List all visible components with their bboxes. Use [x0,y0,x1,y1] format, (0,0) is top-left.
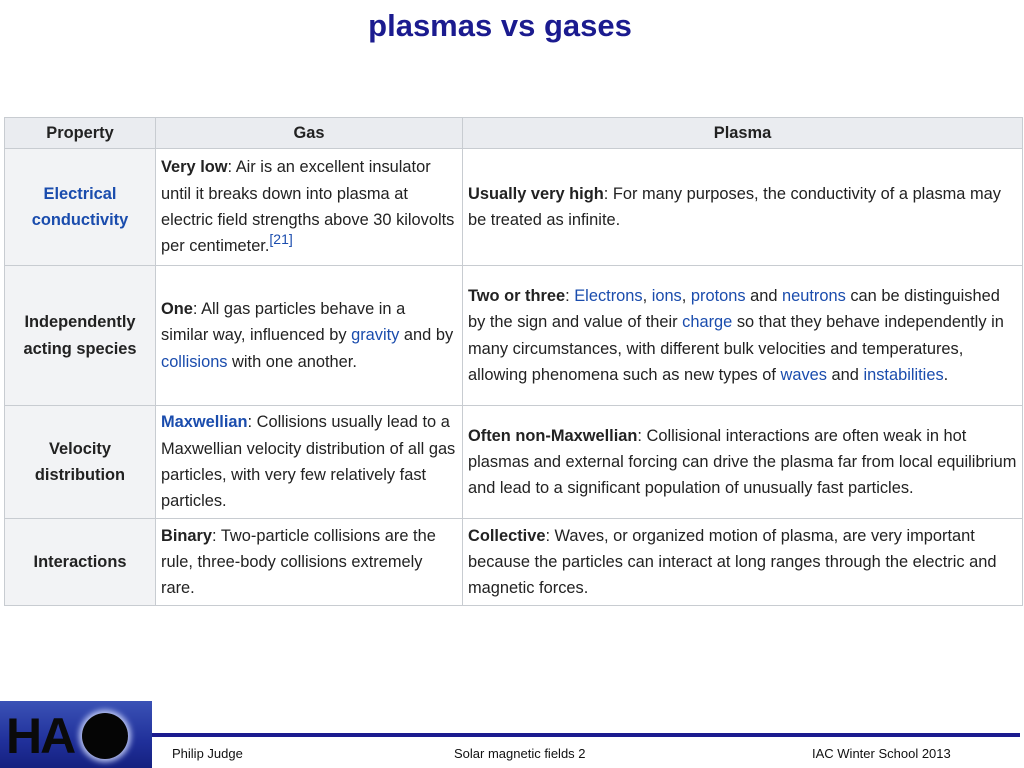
gas-text: : Collisions usually lead to a Maxwellian velocity distribution of all gas particles, with very few relatively fast particles. [161,413,456,511]
plasma-cell [463,149,1023,266]
header-property: Property [5,118,156,149]
link-ions[interactable]: ions [651,286,682,305]
plasma-lead: Often non-Maxwellian [468,426,638,445]
link-neutrons[interactable]: neutrons [782,286,846,305]
gas-text: : Air is an excellent insulator until it breaks down into plasma at electric field strengths above 30 kilovolts per centimeter. [161,158,455,256]
plasma-text: and [745,286,783,305]
plasma-text: so that they behave independently in many circumstances, with different bulk velocities and temperatures, allowing phenomena such as new types of [468,313,1004,384]
gas-lead: One [161,300,193,319]
header-gas: Gas [156,118,463,149]
gas-cell [156,266,463,406]
gas-cell [156,519,463,606]
footer-event: IAC Winter School 2013 [812,746,951,761]
property-cell [5,149,156,266]
plasma-cell [463,406,1023,519]
hao-logo [0,701,152,768]
plasma-cell [463,519,1023,606]
plasma-lead: Collective [468,526,546,545]
table-header-row [5,118,1023,149]
gas-text: : All gas particles behave in a similar way, influenced by [161,300,406,345]
header-plasma: Plasma [463,118,1023,149]
reference-link[interactable]: [21] [269,231,293,248]
eclipse-disc-icon [82,713,128,759]
table-row [5,406,1023,519]
link-protons[interactable]: protons [690,286,746,305]
plasma-lead: Usually very high [468,184,604,203]
link-electrons[interactable]: Electrons [574,286,643,305]
gas-lead: Maxwellian [161,413,248,432]
gas-text: with one another. [227,352,357,371]
plasma-cell [463,266,1023,406]
link-charge[interactable]: charge [682,313,733,332]
plasma-text: , [642,286,652,305]
plasma-text: , [681,286,691,305]
logo-text: HA [6,708,75,764]
comparison-table [4,117,1023,606]
plasma-lead: Two or three [468,286,566,305]
plasma-text: and [827,365,864,384]
slide-title: plasmas vs gases [368,8,632,43]
gas-cell [156,149,463,266]
gas-lead: Binary [161,526,213,545]
gas-text: : Two-particle collisions are the rule, three-body collisions extremely rare. [161,526,436,598]
property-cell: Interactions [5,519,156,606]
link-collisions[interactable]: collisions [161,352,228,371]
table-row [5,266,1023,406]
plasma-text: : Waves, or organized motion of plasma, are very important because the particles can interact at long ranges through the electric and magnetic forces. [468,526,997,598]
table-row [5,519,1023,606]
gas-cell [156,406,463,519]
plasma-text: : [565,286,575,305]
plasma-text: . [943,365,949,384]
plasma-text: : Collisional interactions are often weak in hot plasmas and external forcing can drive the plasma far from local equilibrium and lead to a significant population of unusually fast particles. [468,426,1017,498]
footer-divider [152,733,1020,737]
footer-talk-title: Solar magnetic fields 2 [454,746,586,761]
gas-lead: Very low [161,158,228,177]
gas-text: and by [399,326,454,345]
property-cell: Independently acting species [5,266,156,406]
plasma-text: : For many purposes, the conductivity of a plasma may be treated as infinite. [468,184,1001,229]
plasma-text: can be distinguished by the sign and value of their [468,286,1000,332]
table-row [5,149,1023,266]
link-waves[interactable]: waves [780,365,827,384]
footer-author: Philip Judge [172,746,243,761]
property-cell: Velocity distribution [5,406,156,519]
link-gravity[interactable]: gravity [351,326,400,345]
link-instabilities[interactable]: instabilities [863,365,944,384]
link-maxwellian[interactable] [161,413,248,431]
property-link-electrical-conductivity[interactable]: Electrical conductivity [31,184,129,229]
